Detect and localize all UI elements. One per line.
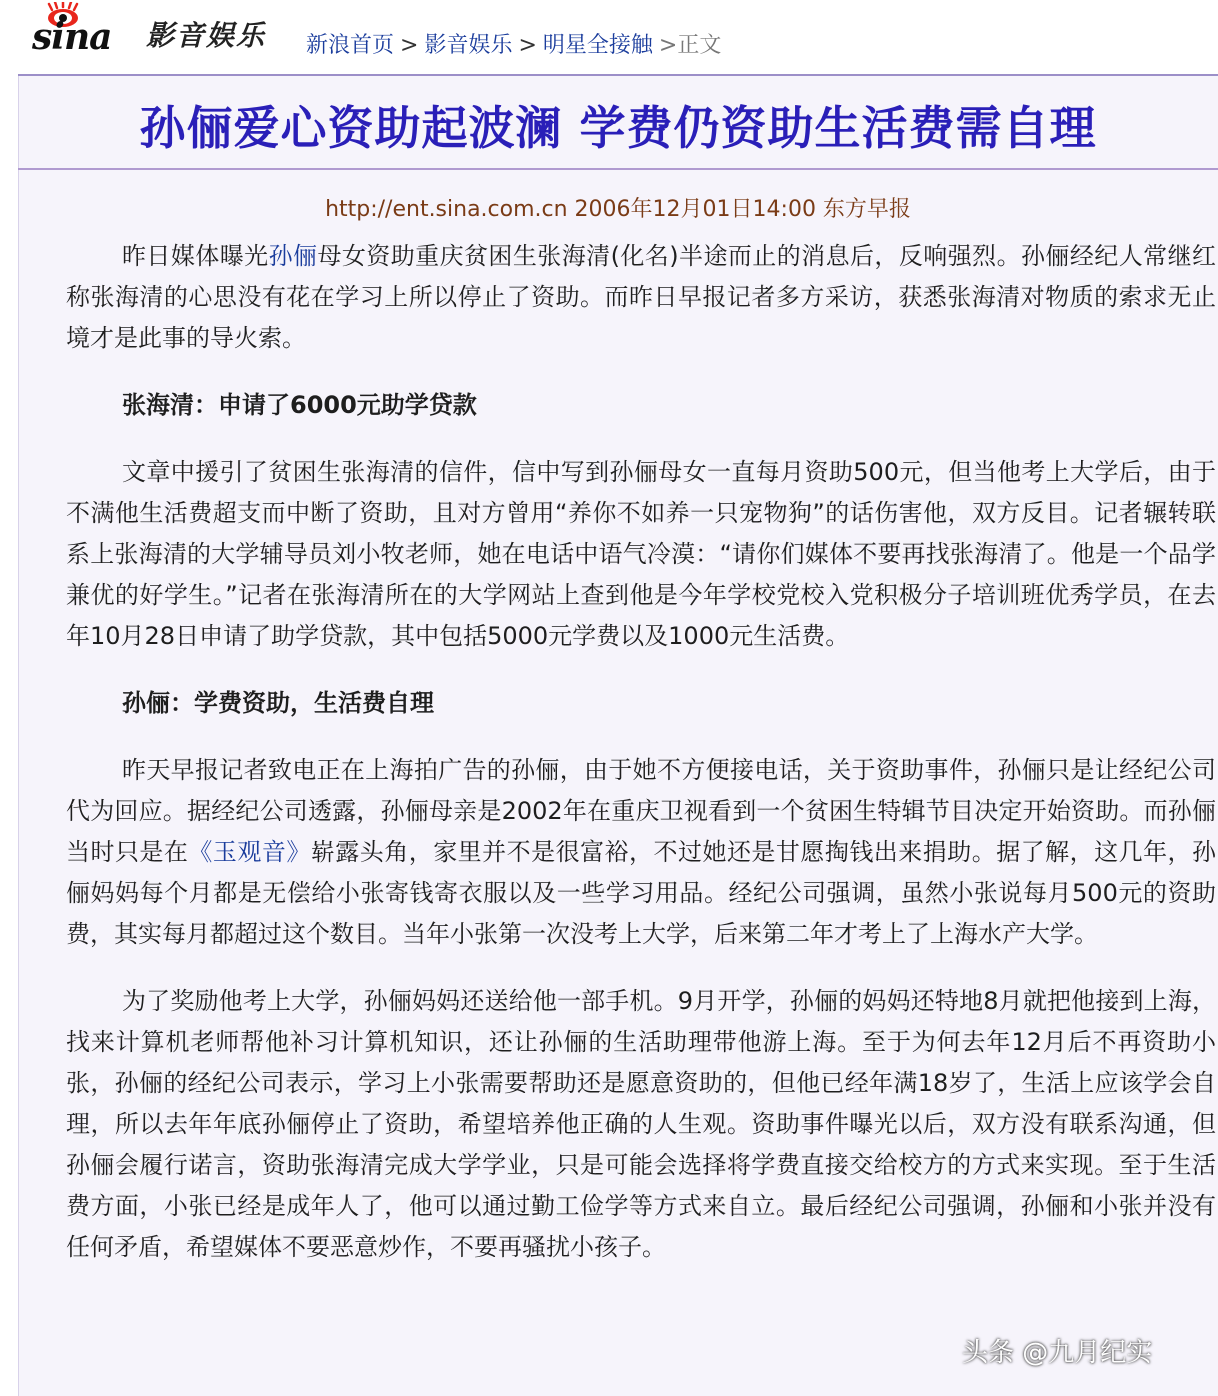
yu-guan-yin-link[interactable]: 《玉观音》 [188,838,311,866]
paragraph-2: 文章中援引了贫困生张海清的信件，信中写到孙俪母女一直每月资助500元，但当他考上大学后，由于不满他生活费超支而中断了资助，且对方曾用“养你不如养一只宠物狗”的话伤害他，双方反目。记者辗转联系上张海清的大学辅导员刘小牧老师，她在电话中语气冷漠：“请你们媒体不要再找张海清了。他是一个品学兼优的好学生。”记者在张海清所在的大学网站上查到他是今年学校党校入党积极分子培训班优秀学员，在去年10月28日申请了助学贷款，其中包括5000元学费以及1000元生活费。 [66,458,1216,650]
article-meta: http://ent.sina.com.cn 2006年12月01日14:00 东方早报 [325,197,911,222]
breadcrumb-separator: > [400,33,419,58]
paragraph-1 [66,236,1216,359]
site-header [0,0,1218,76]
title-divider [18,168,1218,170]
breadcrumb-separator: > [518,33,537,58]
breadcrumb-ent[interactable]: 影音娱乐 [424,33,513,58]
sina-logo[interactable] [30,2,122,58]
sun-li-link[interactable]: 孙俪 [268,242,318,270]
breadcrumb-stars[interactable]: 明星全接触 [542,33,653,58]
subheading-2: 孙俪：学费资助，生活费自理 [122,689,434,717]
paragraph-text: 崭露头角，家里并不是很富裕，不过她还是甘愿掏钱出来捐助。据了解，这几年，孙俪妈妈每个月都是无偿给小张寄钱寄衣服以及一些学习用品。经纪公司强调，虽然小张说每月500元的资助费，其实每月都超过这个数目。当年小张第一次没考上大学，后来第二年才考上了上海水产大学。 [66,838,1217,948]
breadcrumb-home[interactable]: 新浪首页 [306,33,395,58]
channel-name: 影音娱乐 [146,19,267,52]
paragraph-text: 母女资助重庆贫困生张海清(化名)半途而止的消息后，反响强烈。孙俪经纪人常继红称张海清的心思没有花在学习上所以停止了资助。而昨日早报记者多方采访，获悉张海清对物质的索求无止境才是此事的导火索。 [66,242,1217,352]
breadcrumb-current: >正文 [658,33,722,58]
subheading-1: 张海清：申请了6000元助学贷款 [122,391,477,419]
paragraph-3 [66,750,1216,955]
paragraph-text: 昨天早报记者致电正在上海拍广告的孙俪，由于她不方便接电话，关于资助事件，孙俪只是让经纪公司代为回应。据经纪公司透露，孙俪母亲是2002年在重庆卫视看到一个贫困生特辑节目决定开始资助。而孙俪当时只是在 [66,756,1216,866]
paragraph-4: 为了奖励他考上大学，孙俪妈妈还送给他一部手机。9月开学，孙俪的妈妈还特地8月就把他接到上海，找来计算机老师帮他补习计算机知识，还让孙俪的生活助理带他游上海。至于为何去年12月后不再资助小张，孙俪的经纪公司表示，学习上小张需要帮助还是愿意资助的，但他已经年满18岁了，生活上应该学会自理，所以去年年底孙俪停止了资助，希望培养他正确的人生观。资助事件曝光以后，双方没有联系沟通，但孙俪会履行诺言，资助张海清完成大学学业，只是可能会选择将学费直接交给校方的方式来实现。至于生活费方面，小张已经是成年人了，他可以通过勤工俭学等方式来自立。最后经纪公司强调，孙俪和小张并没有任何矛盾，希望媒体不要恶意炒作，不要再骚扰小孩子。 [66,987,1216,1261]
watermark: 头条 @九月纪实 [962,1338,1153,1368]
article-title: 孙俪爱心资助起波澜 学费仍资助生活费需自理 [139,101,1097,155]
paragraph-text: 昨日媒体曝光 [122,242,269,270]
article-body [66,236,1216,1268]
panel-border [18,76,19,1396]
logo-text: sina [32,16,112,58]
breadcrumb [306,28,721,59]
